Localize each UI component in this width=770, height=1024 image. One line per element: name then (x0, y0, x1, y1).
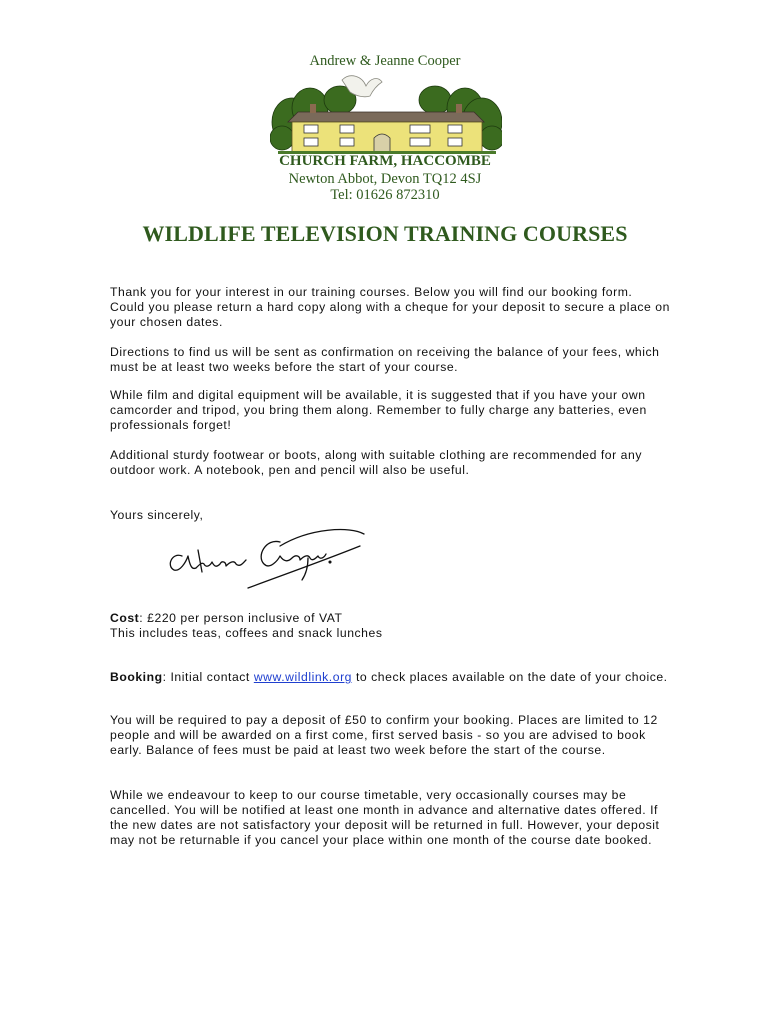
cost-section (110, 611, 670, 641)
directions-paragraph (110, 345, 670, 375)
signature-image (160, 522, 380, 612)
owner-name: Andrew & Jeanne Cooper (309, 53, 461, 69)
farm-name: CHURCH FARM, HACCOMBE (279, 153, 491, 169)
cost-label: Cost (110, 611, 140, 625)
booking-intro: : Initial contact (162, 670, 254, 684)
clothing-text: Additional sturdy footwear or boots, along with suitable clothing are recommended for any outdoor work. A notebook, pen and pencil will also be useful. (110, 448, 642, 477)
closing-text: Yours sincerely, (110, 508, 204, 522)
booking-outro: to check places available on the date of your choice. (352, 670, 668, 684)
cancellation-text: While we endeavour to keep to our course timetable, very occasionally courses may be cancelled. You will be notified at least one month in advance and alternative dates offered. If the new dates are not satisfactory your deposit will be returned in full. However, your deposit may not be returnable if you cancel your place within one month of the course date booked. (110, 788, 660, 847)
cost-line (110, 611, 670, 626)
cancellation-paragraph (110, 788, 670, 848)
document-title: WILDLIFE TELEVISION TRAINING COURSES (142, 221, 628, 246)
booking-line (110, 670, 670, 685)
intro-text: Thank you for your interest in our training courses. Below you will find our booking form. Could you please return a hard copy along with a cheque for your deposit to secure a place on your chosen dates. (110, 285, 670, 329)
clothing-paragraph (110, 448, 670, 478)
closing-line (110, 508, 670, 523)
equipment-text: While film and digital equipment will be available, it is suggested that if you have your own camcorder and tripod, you bring them along. Remember to fully charge any batteries, even professionals forget! (110, 388, 647, 432)
farm-address: Newton Abbot, Devon TQ12 4SJ (288, 171, 482, 187)
cost-includes: This includes teas, coffees and snack lunches (110, 626, 383, 640)
farm-phone: Tel: 01626 872310 (330, 187, 440, 203)
booking-label: Booking (110, 670, 163, 684)
deposit-paragraph (110, 713, 670, 758)
deposit-text: You will be required to pay a deposit of £50 to confirm your booking. Places are limited to 12 people and will be awarded on a first come, first served basis - so you are advised to book early. Balance of fees must be paid at least two week before the start of the course. (110, 713, 658, 757)
farmhouse-logo-illustration (270, 72, 502, 154)
directions-text: Directions to find us will be sent as confirmation on receiving the balance of your fees, which must be at least two weeks before the start of your course. (110, 345, 660, 374)
equipment-paragraph (110, 388, 670, 433)
wildlink-link[interactable]: www.wildlink.org (253, 670, 353, 684)
booking-section (110, 670, 670, 685)
intro-paragraph (110, 285, 670, 330)
cost-value: : £220 per person inclusive of VAT (139, 611, 343, 625)
